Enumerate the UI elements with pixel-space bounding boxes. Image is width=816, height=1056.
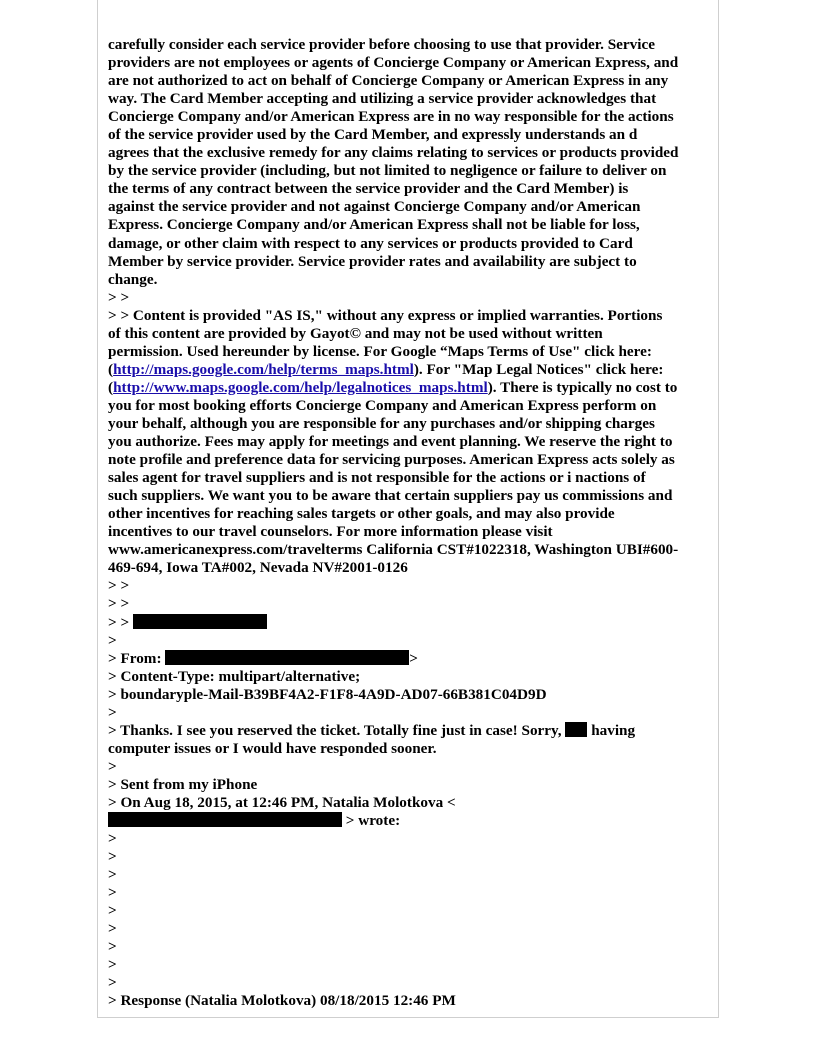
message-body-line: > Thanks. I see you reserved the ticket. Totally fine just in case! Sorry, having: [108, 721, 636, 739]
disclaimer-paragraph: carefully consider each service provider before choosing to use that provider. Service providers are not employees or agents of Concierge Company or American Express, and are not authorized to act on behalf of Concierge Company or American Express in any way. The Card Member accepting and utilizing a service provider acknowledges that Concierge Company and/or American Express are in no way responsible for the actions of the service provider used by the Card Member, and expressly understands an d agrees that the exclusive remedy for any claims relating to services or products provided by the service provider (including, but not limited to negligence or failure to deliver on the terms of any contract between the service provider and the Card Member) is against the service provider and not against Concierge Company and/or American Express. Concierge Company and/or American Express shall not be liable for loss, damage, or other claim with respect to any services or products provided to Card Member by service provider. Service provider rates and availability are subject to change.: [108, 36, 679, 288]
attribution-email-line: > wrote:: [108, 812, 712, 830]
quote-marker: >: [108, 757, 117, 775]
from-header: > From: >: [108, 649, 418, 667]
message-body-line: computer issues or I would have responded sooner.: [108, 739, 437, 757]
quote-marker: >: [108, 938, 117, 956]
quote-marker: >: [108, 848, 117, 866]
redaction-box: [133, 614, 267, 629]
quote-marker: >: [108, 866, 117, 884]
quote-marker: >: [108, 920, 117, 938]
redacted-quote-line: > >: [108, 614, 712, 632]
signature-line: > Sent from my iPhone: [108, 775, 258, 793]
quote-marker: >: [108, 631, 117, 649]
quote-marker: >: [108, 830, 117, 848]
response-line: > Response (Natalia Molotkova) 08/18/2015 12:46 PM: [108, 992, 456, 1010]
maps-terms-link[interactable]: http://maps.google.com/help/terms_maps.html: [113, 360, 414, 378]
redaction-box: [165, 650, 409, 665]
quote-marker: >: [108, 884, 117, 902]
quote-marker: >: [108, 974, 117, 992]
quote-marker: >: [108, 703, 117, 721]
quote-marker: > >: [108, 288, 130, 306]
quote-marker: >: [108, 902, 117, 920]
email-document: [108, 36, 712, 1011]
redaction-box: [565, 722, 587, 737]
redaction-box: [108, 812, 342, 827]
attribution-line: > On Aug 18, 2015, at 12:46 PM, Natalia Molotkova <: [108, 793, 456, 811]
content-disclaimer-paragraph: > > Content is provided "AS IS," without any express or implied warranties. Portions of this content are provided by Gayot© and may not be used without written permission. Used hereunder by license. For Google “Maps Terms of Use" click here: (http://maps.google.com/help/terms_maps.html). For "Map Legal Notices" click here: (http://www.maps.google.com/help/legalnotices_maps.html). There is typically no cost to you for most booking efforts Concierge Company and American Express perform on your behalf, although you are responsible for any purchases and/or shipping charges you authorize. Fees may apply for meetings and event planning. We reserve the right to note profile and preference data for servicing purposes. American Express acts solely as sales agent for travel suppliers and is not responsible for the actions or i nactions of such suppliers. We want you to be aware that certain suppliers pay us commissions and other incentives for reaching sales targets or other goals, and may also provide incentives to our travel counselors. For more information please visit www.americanexpress.com/travelterms California CST#1022318, Washington UBI#600- 469-694, Iowa TA#002, Nevada NV#2001-0126: [108, 306, 679, 577]
maps-legal-notices-link[interactable]: http://www.maps.google.com/help/legalnotices_maps.html: [113, 378, 488, 396]
quote-marker: > >: [108, 577, 130, 595]
quote-marker: >: [108, 956, 117, 974]
content-type-header: > Content-Type: multipart/alternative;: [108, 667, 361, 685]
boundary-header: > boundaryple-Mail-B39BF4A2-F1F8-4A9D-AD07-66B381C04D9D: [108, 685, 547, 703]
quote-marker: > >: [108, 595, 130, 613]
